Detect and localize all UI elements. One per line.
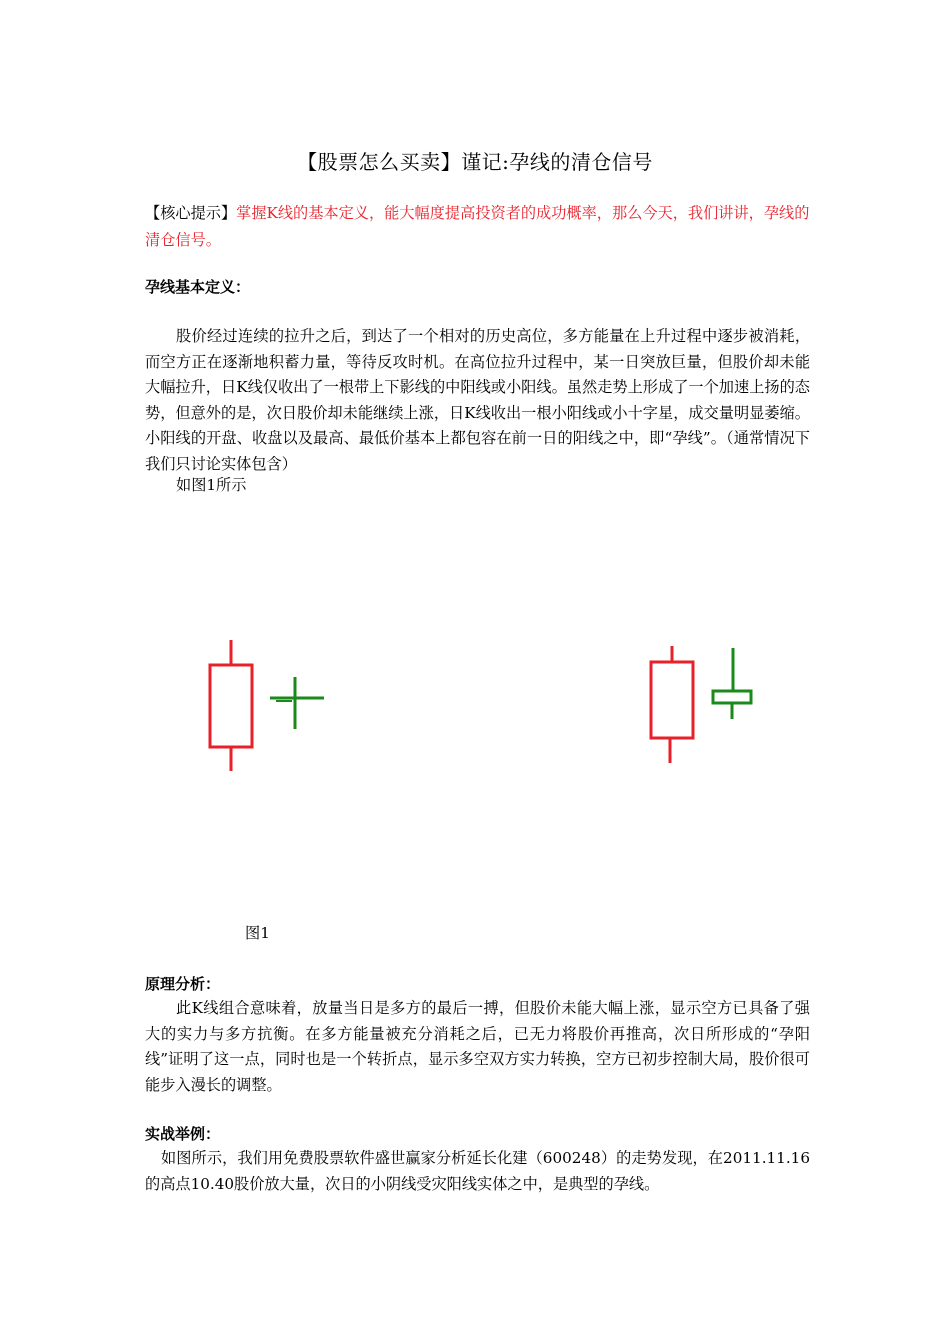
candlestick-figure [0, 620, 950, 790]
summary-label: 【核心提示】 [145, 204, 237, 222]
definition-paragraph: 股价经过连续的拉升之后，到达了一个相对的历史高位，多方能量在上升过程中逐步被消耗，而空方正在逐渐地积蓄力量，等待反攻时机。在高位拉升过程中，某一日突放巨量，但股价却未能大幅拉升，日K线仅收出了一根带上下影线的中阳线或小阳线。虽然走势上形成了一个加速上扬的态势，但意外的是，次日股价却未能继续上涨，日K线收出一根小阳线或小十字星，成交量明显萎缩。小阳线的开盘、收盘以及最高、最低价基本上都包容在前一日的阳线之中，即“孕线”。（通常情况下我们只讨论实体包含） [145, 327, 810, 473]
summary-text: 掌握K线的基本定义，能大幅度提高投资者的成功概率，那么今天，我们讲讲，孕线的清仓信号。 [145, 204, 810, 249]
example-heading: 实战举例： [145, 1125, 221, 1143]
left-yang-candle [210, 640, 252, 771]
figure-reference: 如图1所示 [176, 476, 247, 494]
right-small-yin-candle [713, 648, 751, 719]
analysis-paragraph: 此K线组合意味着，放量当日是多方的最后一搏，但股价未能大幅上涨，显示空方已具备了强大的实力与多方抗衡。在多方能量被充分消耗之后，已无力将股价再推高，次日所形成的“孕阳线”证明了这一点，同时也是一个转折点，显示多空双方实力转换，空方已初步控制大局，股价很可能步入漫长的调整。 [145, 999, 810, 1094]
analysis-heading: 原理分析： [145, 975, 221, 993]
example-paragraph-wrap [145, 1146, 810, 1197]
figure-caption: 图1 [245, 924, 270, 942]
definition-heading: 孕线基本定义： [145, 278, 251, 296]
core-summary [145, 200, 810, 254]
example-paragraph: 如图所示，我们用免费股票软件盛世赢家分析延长化建（600248）的走势发现，在2011.11.16的高点10.40股价放大量，次日的小阴线受灾阳线实体之中，是典型的孕线。 [145, 1149, 810, 1193]
document-title: 【股票怎么买卖】谨记:孕线的清仓信号 [297, 150, 653, 174]
left-doji-cross [270, 677, 324, 729]
right-yang-candle [651, 646, 693, 763]
